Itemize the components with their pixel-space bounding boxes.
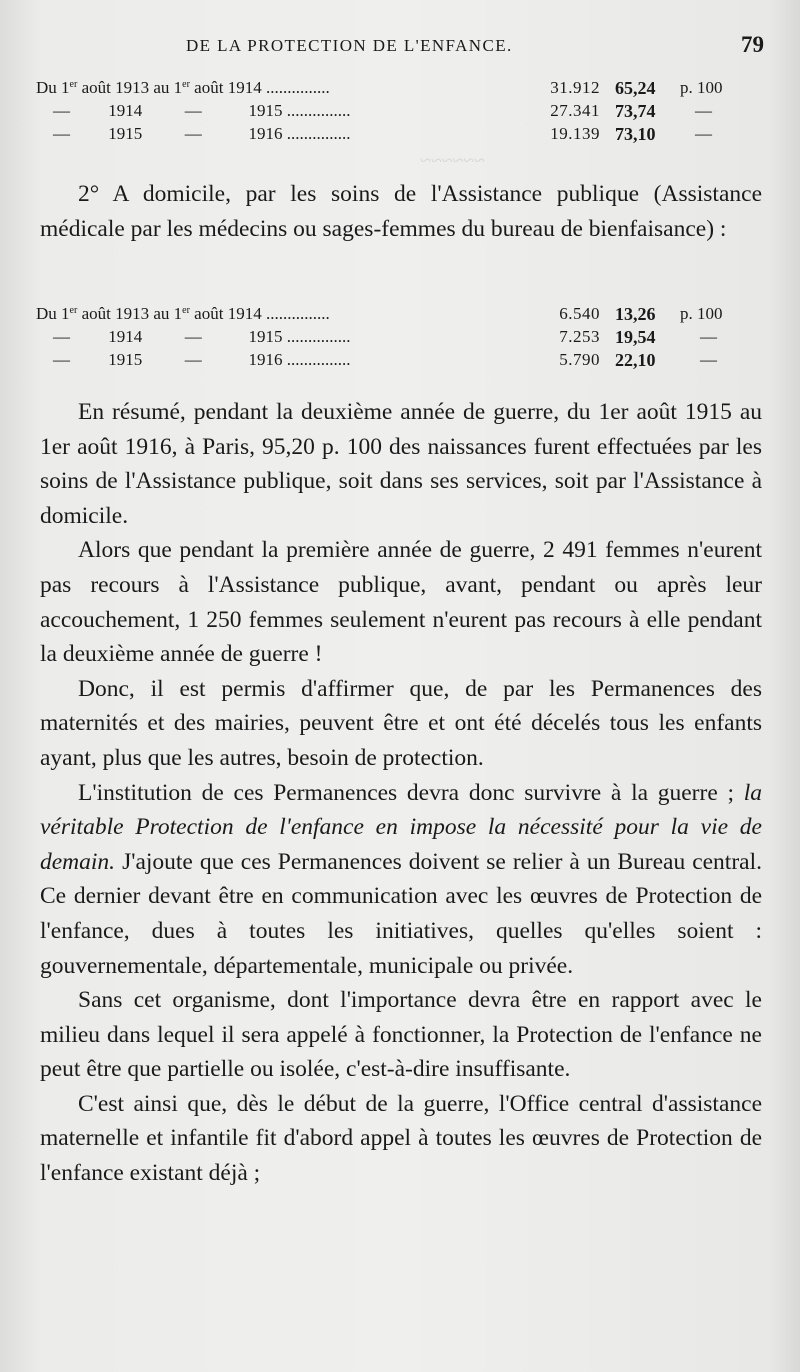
stat-period: Du 1er août 1913 au 1er août 1914 ............... — [36, 78, 330, 97]
stat-percent: 19,54 — [615, 327, 656, 347]
stat-percent: 73,10 — [615, 124, 656, 144]
stat-period: — 1914 — 1915 ............... — [36, 101, 351, 120]
stat-percent: 65,24 — [615, 78, 656, 98]
section-2-paragraph: 2° A domicile, par les soins de l'Assistance publique (Assistance médicale par les médecins ou sages-femmes du bureau de bienfaisance) : — [40, 181, 762, 242]
stat-unit: — — [700, 350, 717, 369]
paragraph-institution — [40, 776, 762, 984]
stat-period: — 1914 — 1915 ............... — [36, 327, 351, 346]
paragraph-office: C'est ainsi que, dès le début de la guerre, l'Office central d'assistance maternelle et infantile fit d'abord appel à toutes les œuvres de Protection de l'enfance existant déjà ; — [40, 1090, 762, 1187]
paragraph-conclusion: Donc, il est permis d'affirmer que, de par les Permanences des maternités et des mairies, peuvent être et ont été décelés tous les enfants ayant, plus que les autres, besoin de protection. — [40, 675, 762, 771]
stats-table-home — [0, 304, 800, 373]
stat-count: 6.540 — [559, 304, 600, 323]
show-through-text: ~~~~~~ — [420, 150, 485, 172]
stat-row — [0, 78, 800, 101]
paragraph-comparison: Alors que pendant la première année de guerre, 2 491 femmes n'eurent pas recours à l'Assistance publique, avant, pendant ou après leur accouchement, 1 250 femmes seulement n'eurent pas recours à elle pendant la deuxième année de guerre ! — [40, 537, 762, 668]
text-run: J'ajoute que ces Permanences doivent se relier à un Bureau central. Ce dernier devant être en communication avec les œuvres de Protection de l'enfance, dues à toutes les initiatives, quelles qu'elles soient : gouvernementale, départementale, municipale ou privée. — [40, 848, 762, 979]
section-2-intro — [40, 177, 762, 246]
stat-count: 31.912 — [550, 78, 600, 97]
page-header — [0, 32, 800, 62]
page-number: 79 — [741, 32, 764, 57]
main-text — [40, 395, 762, 1191]
stat-percent: 22,10 — [615, 350, 656, 370]
stat-unit: — — [695, 101, 712, 120]
running-title: DE LA PROTECTION DE L'ENFANCE. — [186, 36, 513, 55]
stat-unit: — — [700, 327, 717, 346]
stat-percent: 73,74 — [615, 101, 656, 121]
stat-percent: 13,26 — [615, 304, 656, 324]
stat-count: 5.790 — [559, 350, 600, 369]
stat-row — [0, 304, 800, 327]
stat-row — [0, 327, 800, 350]
stat-unit: — — [695, 124, 712, 143]
italic-emphasis: la véritable Protection de l'enfance en impose la nécessité pour la vie de demain. — [40, 779, 762, 875]
stat-unit: p. 100 — [680, 304, 723, 323]
paragraph-organism: Sans cet organisme, dont l'importance devra être en rapport avec le milieu dans lequel il sera appelé à fonctionner, la Protection de l'enfance ne peut être que partielle ou isolée, c'est-à-dire insuffisante. — [40, 987, 762, 1083]
stat-period: Du 1er août 1913 au 1er août 1914 ............... — [36, 304, 330, 323]
stat-unit: p. 100 — [680, 78, 723, 97]
stat-count: 7.253 — [559, 327, 600, 346]
stat-row — [0, 124, 800, 147]
stat-period: — 1915 — 1916 ............... — [36, 350, 351, 369]
stat-period: — 1915 — 1916 ............... — [36, 124, 351, 143]
text-run: L'institution de ces Permanences devra donc survivre à la guerre ; — [78, 779, 744, 806]
stat-row — [0, 350, 800, 373]
stat-row — [0, 101, 800, 124]
stats-table-hospital — [0, 78, 800, 147]
stat-count: 19.139 — [550, 124, 600, 143]
paragraph-summary: En résumé, pendant la deuxième année de guerre, du 1er août 1915 au 1er août 1916, à Paris, 95,20 p. 100 des naissances furent effectuées par les soins de l'Assistance publique, soit dans ses services, soit par l'Assistance à domicile. — [40, 399, 762, 529]
stat-count: 27.341 — [550, 101, 600, 120]
